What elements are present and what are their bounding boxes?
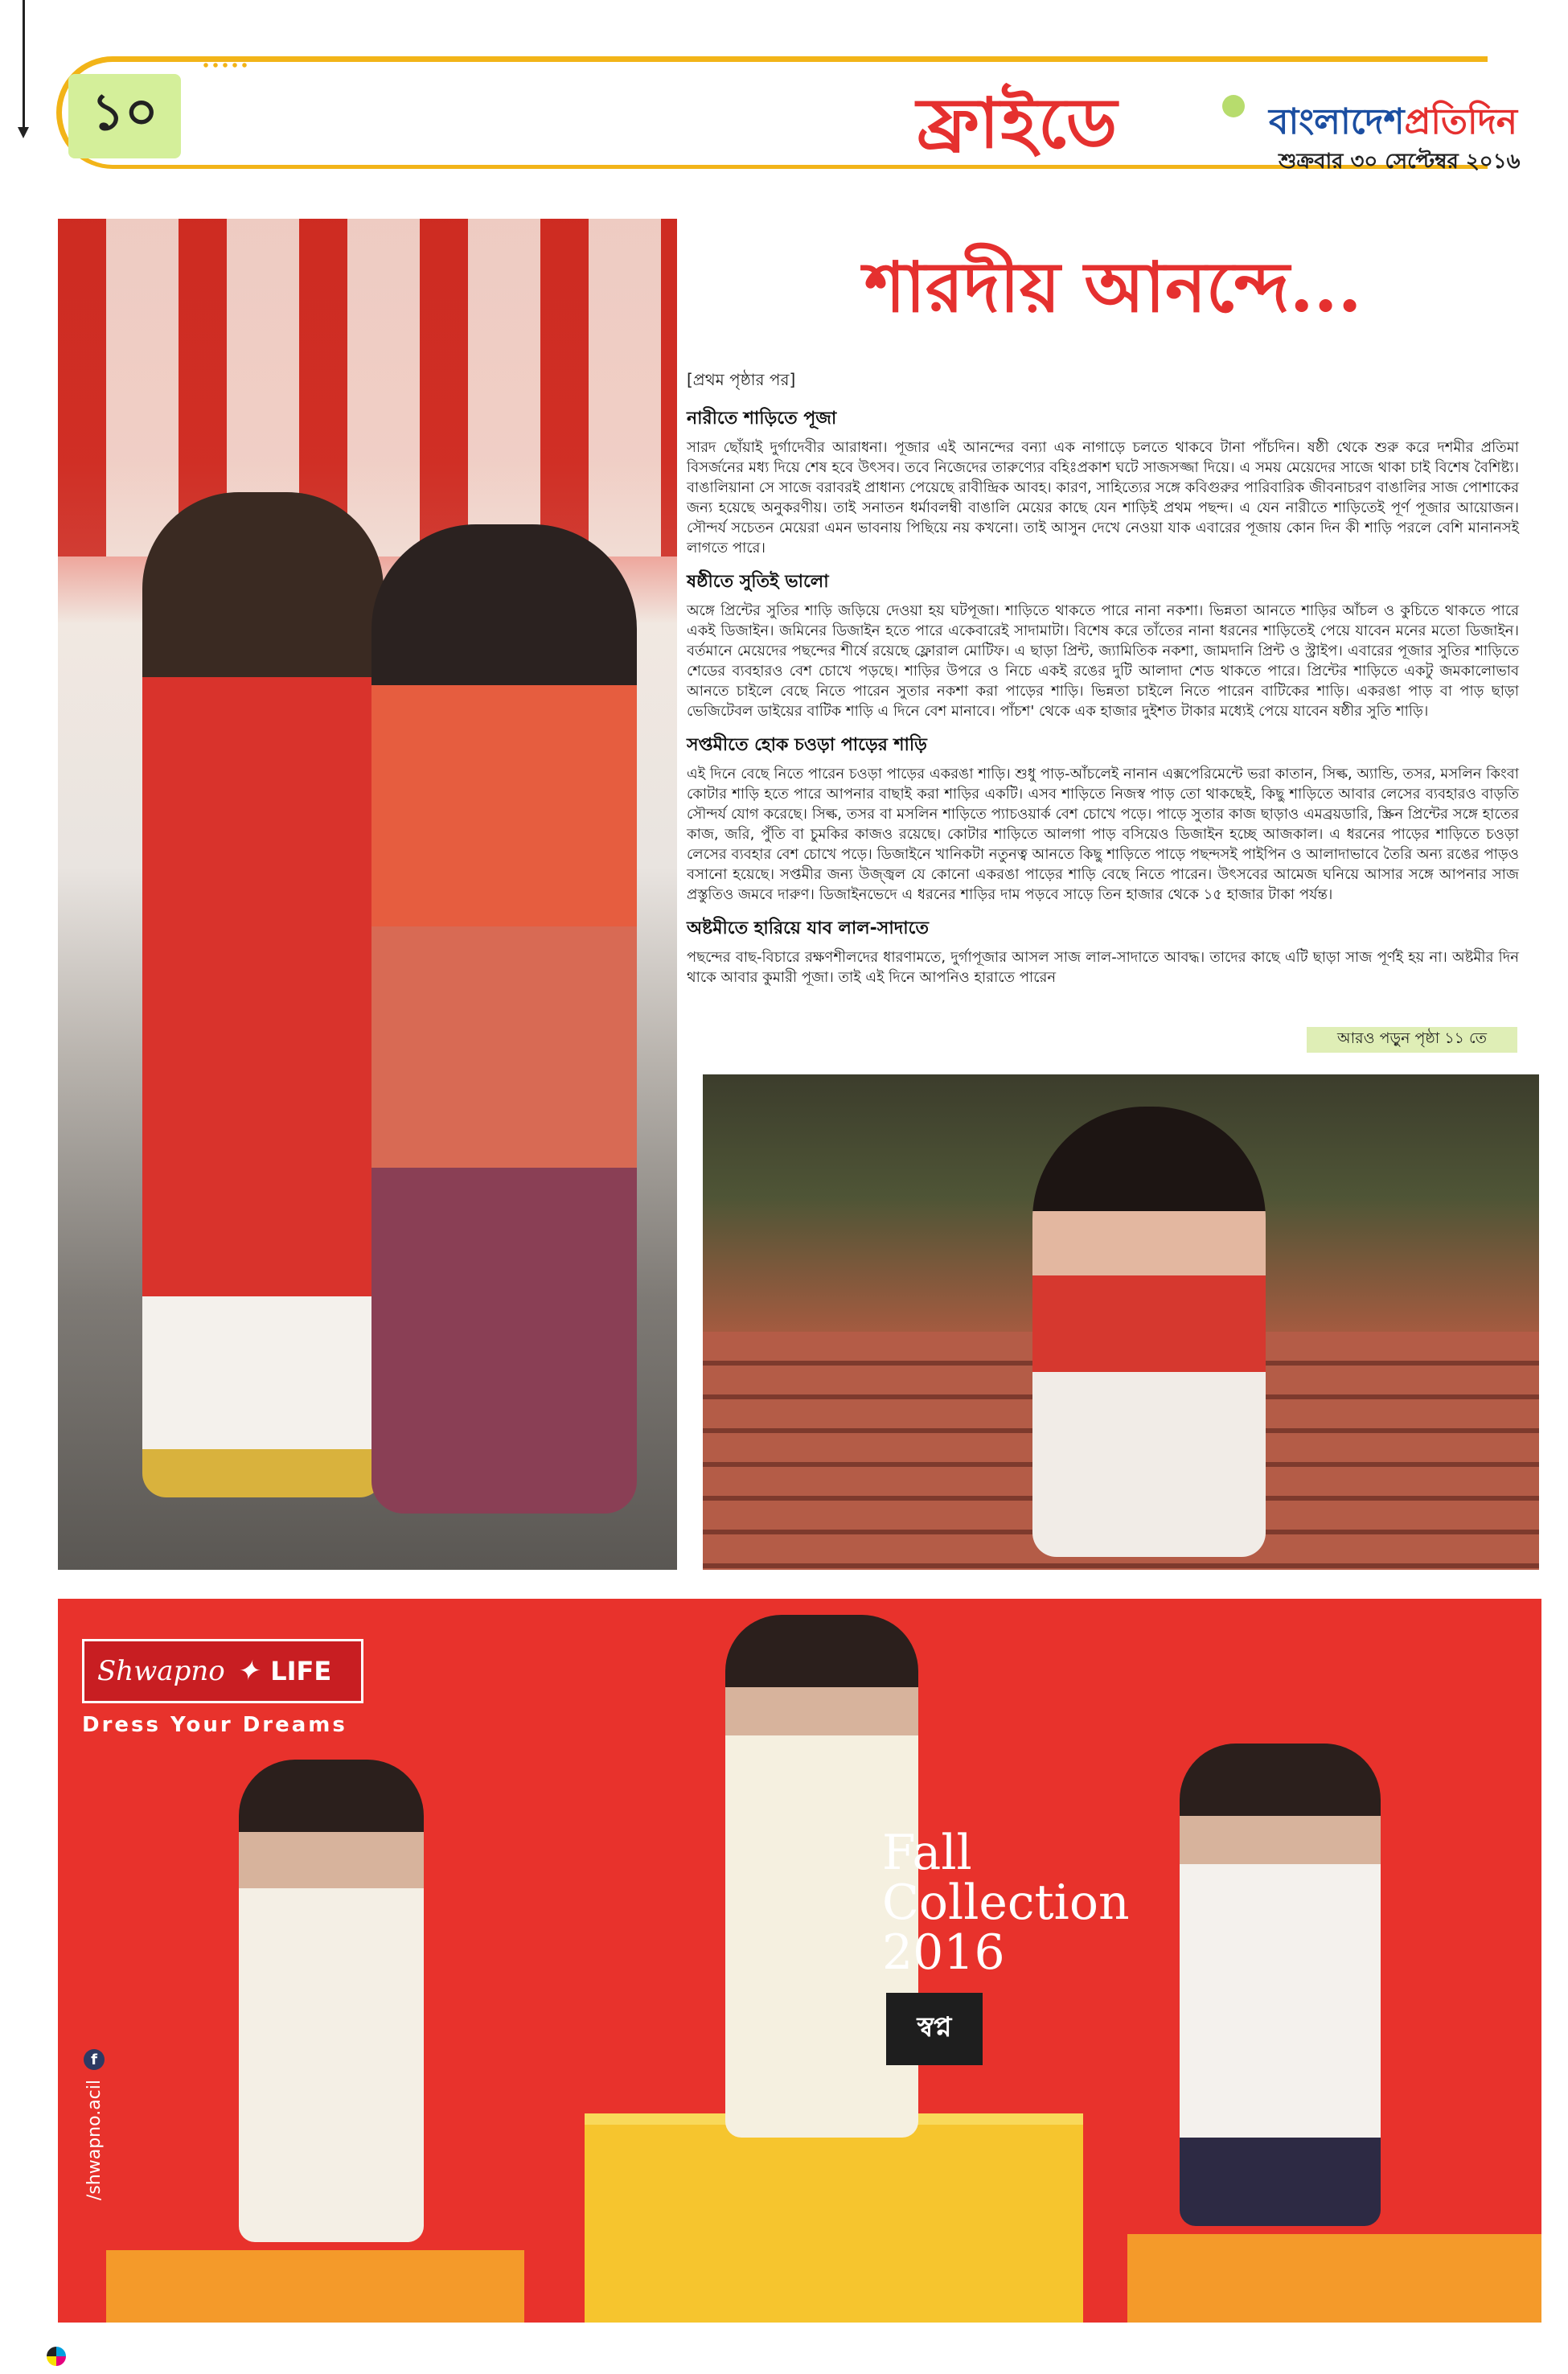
orange-plinth-left <box>106 2250 524 2323</box>
margin-arrow-icon <box>18 127 29 138</box>
section-body: এই দিনে বেছে নিতে পারেন চওড়া পাড়ের একরঙা শাড়ি। শুধু পাড়-আঁচলেই নানান এক্সপেরিমেন্টে ভরা কাতান, সিল্ক, অ্যান্ডি, তসর, মসলিন কিংবা কোটার শাড়ি হতে পারে আপনার বাছাই করা শাড়ির একটি। এসব শাড়িতে নিজস্ব পাড় তো থাকছেই, কিছু শাড়িতে আবার লেসের ব্যবহারও বাড়তি সৌন্দর্য যোগ করেছে। সিল্ক, তসর বা মসলিন শাড়িতে প্যাচওয়ার্ক বেশ চোখে পড়ে। পাড়ে সুতার কাজ ছাড়াও এমব্রয়ডারি, স্ক্রিন প্রিন্টের সঙ্গে হাতের কাজ, জরি, পুঁতি বা চুমকির কাজও রয়েছে। কোটার শাড়িতে আলগা পাড় বসিয়েও ডিজাইন হচ্ছে আজকাল। এ ধরনের পাড়ের শাড়িতে চওড়া লেসের ব্যবহার বেশ চোখে পড়ে। ডিজাইনে খানিকটা নতুনত্ব আনতে কিছু শাড়িতে পাড়ে পছন্দসই পাইপিন ও আলাদাভাবে তৈরি অন্য রঙের পাড়ও বসানো হয়েছে। সপ্তমীর জন্য উজ্জ্বল যে কোনো একরঙা পাড়ের শাড়ি বেছে নিতে পারেন। উৎসবের আমেজ ঘনিয়ে আসার সঙ্গে আপনার সাজ প্রস্তুতিও জমবে দারুণ। ডিজাইনভেদে এ ধরনের শাড়ির দাম পড়বে সাড়ে তিন হাজার থেকে ১৫ হাজার টাকা পর্যন্ত। <box>687 766 1519 903</box>
model-left <box>239 1760 424 2242</box>
shwapno-advertisement <box>58 1599 1541 2323</box>
header-dots <box>201 63 249 68</box>
brand-part1: বাংলাদেশ <box>1269 101 1405 142</box>
section-title: অষ্টমীতে হারিয়ে যাব লাল-সাদাতে <box>687 918 930 939</box>
orange-plinth-right <box>1127 2234 1541 2323</box>
section-body: অঙ্গে প্রিন্টের সুতির শাড়ি জড়িয়ে দেওয়া হয় ঘটপূজা। শাড়িতে থাকতে পারে নানা নকশা। ভিন্নতা আনতে শাড়ির আঁচল ও কুচিতে থাকতে পারে একই ডিজাইন। জমিনের ডিজাইন হতে পারে একেবারেই সাদামাটা। বিশেষ করে তাঁতের নানা ধরনের শাড়িতেই পেয়ে যাবেন মনের মতো ডিজাইন। বর্তমানে মেয়েদের পছন্দের শীর্ষে রয়েছে ফ্লোরাল মোটিফ। এ ছাড়া প্রিন্ট, জ্যামিতিক নকশা, জামদানি প্রিন্ট ও স্ট্রাইপ। এবারের পূজার সুতির শাড়িতে শেডের ব্যবহারও বেশ চোখে পড়ছে। শাড়ির উপরে ও নিচে একই রঙের দুটি আলাদা শেড থাকতে পারে। প্রিন্টের শাড়িতে একটু জমকালোভাব আনতে চাইলে বেছে নিতে পারেন সুতার নকশা করা পাড়ের শাড়ি। ভিন্নতা চাইলে নিতে পারেন বাটিকের শাড়ি। একরঙা পাড় বা পাড় ছাড়া ভেজিটেবল ডাইয়ের বাটিক শাড়ি এ দিনে বেশ মানাবে। পাঁচশ' থেকে এক হাজার দুইশত টাকার মধ্যেই পেয়ে যাবেন ষষ্ঠীর সুতি শাড়ি। <box>687 602 1519 720</box>
registration-mark-icon <box>47 2347 66 2366</box>
article-headline: শারদীয় আনন্দে... <box>864 247 1362 328</box>
section-title: ষষ্ঠীতে সুতিই ভালো <box>687 572 829 592</box>
section-body: পছন্দের বাছ-বিচারে রক্ষণশীলদের ধারণামতে, দুর্গাপূজার আসল সাজ লাল-সাদাতে আবদ্ধ। তাদের কাছে এটি ছাড়া সাজ পূর্ণই হয় না। অষ্টমীর দিন থাকে আবার কুমারী পূজা। তাই এই দিনে আপনিও হারাতে পারেন <box>687 949 1519 986</box>
page-number: ১০ <box>68 74 181 158</box>
facebook-handle: /shwapno.acil <box>84 2080 105 2201</box>
header-dot-icon <box>1222 95 1245 117</box>
yellow-plinth-center <box>585 2113 1083 2323</box>
shwapno-life-logo <box>82 1639 363 1703</box>
brand-name: Shwapno <box>97 1655 225 1687</box>
brand-suffix: LIFE <box>270 1656 332 1686</box>
section-title: নারীতে শাড়িতে পূজা <box>687 409 837 429</box>
brand-part2: প্রতিদিন <box>1404 101 1517 142</box>
publication-date: শুক্রবার ৩০ সেপ্টেম্বর ২০১৬ <box>1279 150 1521 174</box>
man-figure <box>142 492 384 1497</box>
ad-tagline: Dress Your Dreams <box>82 1713 347 1737</box>
section-title: সপ্তমীতে হোক চওড়া পাড়ের শাড়ি <box>687 735 927 755</box>
model-right <box>1180 1744 1381 2226</box>
headline-line2: Collection <box>882 1875 1130 1931</box>
couple-photo <box>58 219 677 1570</box>
article-body <box>687 368 1519 988</box>
headline-line1: Fall <box>882 1825 972 1881</box>
article-kicker: [প্রথম পৃষ্ঠার পর] <box>687 370 796 389</box>
seated-woman-figure <box>1032 1107 1266 1557</box>
ad-headline <box>882 1825 1130 1981</box>
facebook-icon: f <box>84 2049 105 2070</box>
continued-on-page-11: আরও পড়ুন পৃষ্ঠা ১১ তে <box>1307 1027 1517 1053</box>
shwapno-emblem: স্বপ্ন <box>886 1993 983 2065</box>
leaf-icon: ✦ <box>236 1655 260 1687</box>
woman-with-puja-plate-photo <box>703 1074 1539 1570</box>
section-body: সারদ ছোঁয়াই দুর্গাদেবীর আরাধনা। পূজার এই আনন্দের বন্যা এক নাগাড়ে চলতে থাকবে টানা পাঁচদিন। ষষ্ঠী থেকে শুরু করে দশমীর প্রতিমা বিসর্জনের মধ্য দিয়ে শেষ হবে উৎসব। তবে নিজেদের তারুণ্যের বহিঃপ্রকাশ ঘটে সাজসজ্জা দিয়ে। এ সময় মেয়েদের সাজে থাকা চাই বিশেষ বৈশিষ্ট্য। বাঙালিয়ানা সে সাজে বরাবরই প্রাধান্য পেয়েছে রাবীন্দ্রিক আবহ। কারণ, সাহিত্যের সঙ্গে কবিগুরুর পারিবারিক জীবনাচরণ বাঙালির সাজ পোশাকের জন্য হয়েছে অনুকরণীয়। তাই সনাতন ধর্মাবলম্বী বাঙালি মেয়ের কাছে যেন শাড়িই প্রথম পছন্দ। এ যেন নারীতে শাড়িতেই পূর্ণ পূজার আয়োজন। সৌন্দর্য সচেতন মেয়েরা এমন ভাবনায় পিছিয়ে নয় কখনো। তাই আসুন দেখে নেওয়া যাক এবারের পূজায় কোন দিন কী শাড়ি পরলে বেশি মানানসই লাগতে পারে। <box>687 439 1519 557</box>
headline-line3: 2016 <box>882 1924 1005 1981</box>
red-arches <box>58 219 677 557</box>
section-name: ফ্রাইডে <box>917 83 1119 164</box>
social-handle <box>80 2049 108 2290</box>
woman-figure <box>371 524 637 1514</box>
margin-arrow-line <box>23 0 25 133</box>
